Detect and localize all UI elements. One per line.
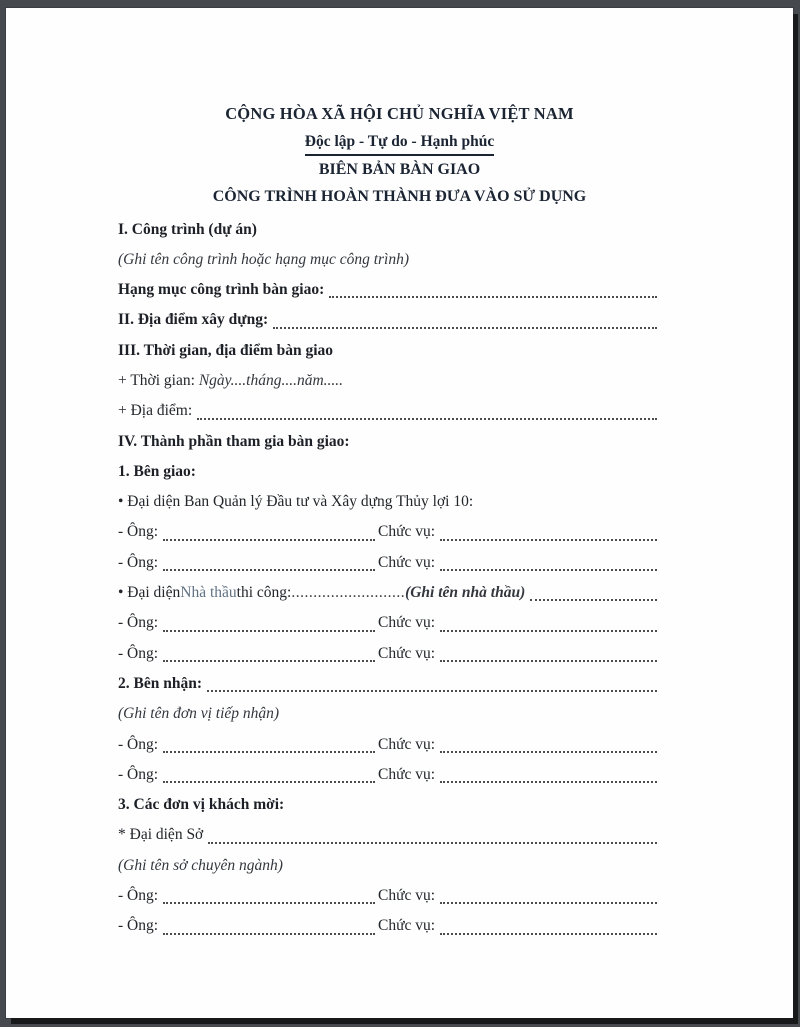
party-1-heading: 1. Bên giao: [118,462,196,480]
name-half [118,911,378,941]
dotted-fill-line [163,569,375,571]
dotted-fill-line [440,902,657,904]
time-label: + Thời gian: [118,371,195,389]
contractor-rep-prefix: • Đại diện [118,584,181,602]
name-half [118,639,378,669]
signature-row [118,911,660,941]
motto-underlined-text: Độc lập - Tự do - Hạnh phúc [305,131,494,156]
dotted-fill-line [163,933,375,935]
dotted-fill-line [163,660,375,662]
dotted-fill-line [163,539,375,541]
dotted-fill-line [440,933,657,935]
title-half [378,639,660,669]
section-2-label: II. Địa điểm xây dựng: [118,311,269,329]
doc-title-line1: BIÊN BẢN BÀN GIAO [318,160,481,178]
position-label: Chức vụ: [378,523,436,541]
signature-row [118,639,660,669]
contractor-name-note: (Ghi tên nhà thầu) [405,584,526,602]
national-title: CỘNG HÒA XÃ HỘI CHỦ NGHĨA VIỆT NAM [225,104,574,123]
dotted-fill-line [440,751,657,753]
dotted-fill-line [273,327,657,329]
position-label: Chức vụ: [378,553,436,571]
dotted-fill-line [440,781,657,783]
dotted-fill-line [163,781,375,783]
title-half [378,881,660,911]
doc-title-line2: CÔNG TRÌNH HOÀN THÀNH ĐƯA VÀO SỬ DỤNG [212,188,587,205]
title-half [378,608,660,638]
position-label: Chức vụ: [378,614,436,632]
dotted-fill-line [163,902,375,904]
handover-item-label: Hạng mục công trình bàn giao: [118,281,325,299]
dotted-fill-line [440,630,657,632]
section-1-note: (Ghi tên công trình hoặc hạng mục công trình) [118,250,410,268]
signature-row [118,517,660,547]
title-half [378,517,660,547]
name-label: - Ông: [118,614,159,632]
name-label: - Ông: [118,523,159,541]
name-label: - Ông: [118,644,159,662]
dotted-fill-line [197,418,657,420]
document-header [6,8,793,211]
department-representative-row [118,820,660,850]
name-half [118,517,378,547]
party-2-row [118,669,660,699]
title-half [378,548,660,578]
document-page [6,8,793,1018]
title-half [378,730,660,760]
signature-row [118,760,660,790]
dotted-fill-line [530,599,657,601]
name-half [118,881,378,911]
signature-row [118,548,660,578]
name-half [118,760,378,790]
party-2-note: (Ghi tên đơn vị tiếp nhận) [118,705,280,723]
name-label: - Ông: [118,735,159,753]
national-motto [6,128,793,156]
party-2-heading: 2. Bên nhận: [118,674,202,692]
dotted-fill-line [440,569,657,571]
section-1-heading: I. Công trình (dự án) [118,220,257,238]
section-4-heading: IV. Thành phần tham gia bàn giao: [118,432,350,450]
dotted-fill-line [440,539,657,541]
title-half [378,760,660,790]
section-2-row [118,305,660,335]
contractor-rep-suffix: thi công: [236,584,292,602]
title-half [378,911,660,941]
section-3-heading: III. Thời gian, địa điểm bàn giao [118,341,334,359]
party-3-heading: 3. Các đơn vị khách mời: [118,796,285,814]
document-body [118,215,660,942]
dotted-fill-line [163,751,375,753]
position-label: Chức vụ: [378,887,436,905]
position-label: Chức vụ: [378,735,436,753]
department-rep-label: * Đại diện Sở [118,826,204,844]
dotted-fill-line [207,690,657,692]
position-label: Chức vụ: [378,644,436,662]
name-label: - Ông: [118,765,159,783]
time-row [118,366,660,396]
contractor-representative-line [118,578,660,608]
name-half [118,730,378,760]
signature-row [118,608,660,638]
party-3-note: (Ghi tên sở chuyên ngành) [118,856,283,874]
contractor-term: Nhà thầu [180,584,237,602]
dotted-fill-line [440,660,657,662]
time-placeholder: Ngày....tháng....năm..... [198,371,344,389]
name-label: - Ông: [118,917,159,935]
dotted-fill-line [163,630,375,632]
position-label: Chức vụ: [378,765,436,783]
name-half [118,548,378,578]
owner-representative-line: • Đại diện Ban Quản lý Đầu tư và Xây dựng Thủy lợi 10: [118,493,474,511]
name-label: - Ông: [118,887,159,905]
signature-row [118,730,660,760]
name-label: - Ông: [118,553,159,571]
dotted-fill-line [329,296,657,298]
position-label: Chức vụ: [378,917,436,935]
signature-row [118,881,660,911]
inline-dots: .......................... [291,584,406,602]
handover-item-row [118,275,660,305]
place-label: + Địa điểm: [118,402,193,420]
place-row [118,396,660,426]
dotted-fill-line [208,842,657,844]
name-half [118,608,378,638]
